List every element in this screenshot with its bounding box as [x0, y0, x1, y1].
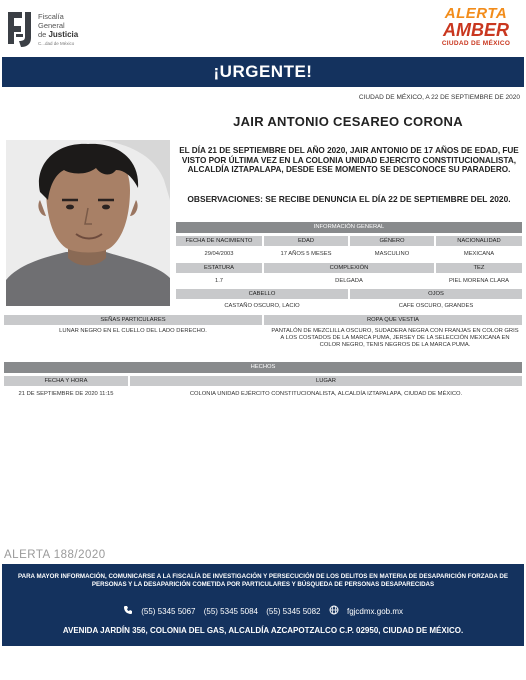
logo-line-3b: Justicia [48, 30, 79, 39]
general-info-heading: INFORMACIÓN GENERAL [176, 222, 522, 233]
logo-line-2: General [38, 21, 65, 30]
datetime-label: FECHA Y HORA [4, 376, 128, 386]
gender-label: GÉNERO [350, 236, 434, 246]
alert-number: ALERTA 188/2020 [4, 549, 106, 561]
datetime-value: 21 DE SEPTIEMBRE DE 2020 11:15 [18, 391, 114, 397]
birthdate-label: FECHA DE NACIMIENTO [176, 236, 262, 246]
narrative-text: EL DÍA 21 DE SEPTIEMBRE DEL AÑO 2020, JAIR ANTONIO DE 17 AÑOS DE EDAD, FUE VISTO POR ÚLTIMA VEZ EN LA COLONIA UNIDAD EJERCITO CONSTITUCIONALISTA, ALCALDÍA IZTAPALAPA, DESDE ESE MOMENTO SE DESCONOCE SU PARADERO. [179, 146, 519, 175]
height-label: ESTATURA [176, 263, 262, 273]
gender-value: MASCULINO [374, 251, 410, 257]
complexion-label: TEZ [436, 263, 522, 273]
clothes-value: PANTALÓN DE MEZCLILLA OSCURO, SUDADERA NEGRA CON FRANJAS EN COLOR GRIS A LOS COSTADOS DE LA MARCA PUMA, JERSEY DE LA SELECCIÓN MEXICANA EN COLOR NEGRO, TENIS NEGROS DE LA MARCA PUMA. [271, 328, 519, 348]
clothes-label: ROPA QUE VESTIA [264, 315, 522, 325]
person-photo-illustration [6, 140, 170, 306]
fgj-logo-icon [4, 10, 36, 48]
age-label: EDAD [264, 236, 348, 246]
place-label: LUGAR [130, 376, 522, 386]
eyes-label: OJOS [350, 289, 522, 299]
complexion-value: PIEL MORENA CLARA [448, 278, 510, 284]
amber-line-3: CIUDAD DE MÉXICO [441, 40, 511, 47]
phone-icon [123, 605, 133, 617]
header [0, 0, 526, 56]
footer-info: PARA MAYOR INFORMACIÓN, COMUNICARSE A LA FISCALÍA DE INVESTIGACIÓN Y PERSECUCIÓN DE LOS DELITOS EN MATERIA DE DESAPARICIÓN FORZADA DE PERSONAS Y LA DESAPARICIÓN COMETIDA POR PARTICULARES Y BÚSQUEDA DE PERSONAS DESAPARECIDAS [17, 573, 509, 588]
alerta-amber-logo [430, 6, 522, 54]
marks-label: SEÑAS PARTICULARES [4, 315, 262, 325]
nationality-value: MEXICANA [463, 251, 495, 257]
birthdate-value: 29/04/2003 [204, 251, 234, 257]
eyes-value: CAFE OSCURO, GRANDES [398, 303, 474, 309]
hair-value: CASTAÑO OSCURO, LACIO [224, 303, 300, 309]
nationality-label: NACIONALIDAD [436, 236, 522, 246]
footer [2, 564, 524, 646]
person-name: JAIR ANTONIO CESAREO CORONA [233, 114, 463, 129]
footer-address: AVENIDA JARDÍN 356, COLONIA DEL GAS, ALCALDÍA AZCAPOTZALCO C.P. 02950, CIUDAD DE MÉXICO. [62, 626, 464, 635]
logo-line-3: de [38, 30, 47, 39]
footer-contacts [2, 605, 524, 617]
fgj-logo-text [38, 12, 78, 48]
marks-value: LUNAR NEGRO EN EL CUELLO DEL LADO DERECHO. [59, 328, 207, 334]
phone-3[interactable]: (55) 5345 5082 [266, 606, 321, 616]
website-link[interactable]: fgjcdmx.gob.mx [346, 606, 403, 616]
facts-heading: HECHOS [4, 362, 522, 373]
place-value: COLONIA UNIDAD EJÉRCITO CONSTITUCIONALISTA, ALCALDÍA IZTAPALAPA, CIUDAD DE MÉXICO. [189, 391, 463, 397]
observations-text: OBSERVACIONES: SE RECIBE DENUNCIA EL DÍA 22 DE SEPTIEMBRE DEL 2020. [187, 194, 511, 204]
age-value: 17 AÑOS 5 MESES [280, 251, 332, 257]
phone-1[interactable]: (55) 5345 5067 [141, 606, 196, 616]
person-photo [6, 140, 170, 306]
urgent-banner: ¡URGENTE! [2, 57, 524, 87]
logo-line-1: Fiscalía [38, 12, 64, 21]
place-date: CIUDAD DE MÉXICO, A 22 DE SEPTIEMBRE DE 2020 [358, 94, 520, 101]
height-value: 1.7 [214, 278, 224, 284]
build-value: DELGADA [335, 278, 363, 284]
build-label: COMPLEXIÓN [264, 263, 434, 273]
logo-line-4: C...dad de México [38, 41, 75, 46]
phone-2[interactable]: (55) 5345 5084 [203, 606, 258, 616]
hair-label: CABELLO [176, 289, 348, 299]
globe-icon [329, 605, 339, 617]
amber-line-1: ALERTA [444, 5, 508, 22]
amber-line-2: AMBER [443, 20, 509, 40]
